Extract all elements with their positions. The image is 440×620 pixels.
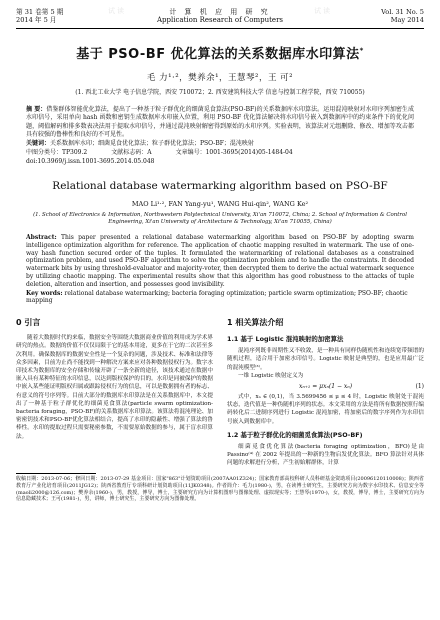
- page-header: [16, 6, 424, 29]
- header-date-en: May 2014: [390, 16, 424, 25]
- keywords-cn-label: 关键词：: [26, 140, 51, 148]
- abstract-cn-label: 摘 要：: [26, 106, 47, 113]
- header-date-cn: 2014 年 5 月: [16, 16, 57, 25]
- clc-number: 中图分类号：TP309.2: [26, 149, 88, 157]
- subsection-1-2-title: 1.2 基于粒子群优化的细菌觅食算法(PSO-BF): [227, 430, 363, 439]
- watermark-text: 试读: [108, 7, 126, 15]
- section-0-title: 0 引言: [16, 318, 41, 328]
- left-column: [16, 317, 213, 467]
- header-volume-cn: 第 31 卷第 5 期: [16, 8, 64, 16]
- body-columns: [16, 317, 424, 467]
- affiliation-en: (1. School of Electronics & Information, Northwestern Polytechnical University, Xi'an 710072, China; 2. School of Information & Control Engineering, Xi'an University of Architecture & Technology, Xi'an 710055, China): [33, 212, 407, 226]
- watermark-text: 试读: [314, 7, 332, 15]
- abstract-en-label: Abstract:: [26, 234, 57, 242]
- keywords-en: [26, 290, 414, 306]
- abstract-en: [26, 234, 414, 289]
- title-cn-text: 基于 PSO-BF 优化算法的关系数据库水印算法: [76, 47, 360, 62]
- footnote-separator: [16, 473, 96, 474]
- section-0-paragraph: 随着大数据时代的来临，数据安全等围绕大数据商业价值的利用成为学术界研究的热点。数据的价值不仅仅局限于它的基本用途，更多在于它的二次甚至多次利用。确保数据库的数据安全性是一个复杂的问题，涉及技术、标准和法律等众多因素，目前为止尚不能找到一种解决方案来应对各种数据侵权行为。数字水印技术为数据库的安全存储和传输开辟了一条全新的途径，该技术通过在数据中嵌入具有某种特征的水印信息，以达到版权保护的目的。水印是同被保护的数据中嵌入某些能证明版权归属或跟踪侵权行为的信息，可以是数据拥有者的标志、有意义的符号序列等。目前大部分的数据库水印算法是在关系数据库中，本文提出了一种基于粒子群优化的细菌觅食算法(particle swarm optimization-bacteria foraging，PSO-BF)的关系数据库水印算法。该算法将混沌理论、加密密钥技术和PSO-BF优化算法相结合，提高了水印的隐蔽性、增强了算法的鲁棒性。水印的提取过程只需要秘密参数，不需要原始数据的参与，属于盲水印算法。: [16, 335, 213, 440]
- subsection-1-1-title: 1.1 基于 Logistic 混沌映射的加密算法: [227, 335, 344, 344]
- journal-name-en: Application Research of Computers: [156, 16, 284, 25]
- keywords-cn: [26, 140, 414, 148]
- footnote: 收稿日期：2013-07-06；修回日期：2013-07-29 基金项目：国家"863"计划资助项目(2007AA01Z324)；国家教育部高校科研人员科研基金资助项目(20096120110008)；陕西省教育厅产业化培育项目(2011JG12)；陕西省教育厅专项科研计划资助项目(11JK0348)。作者简介：毛力(1980-)，男，在读博士研究生，主要研究方向为数字水印技术、信息安全等(maoli2000@126.com)；樊养余(1960-)，男，教授，博导，博士，主要研究方向为计算机图形与图像处理、虚拟现实等；王慧琴(1970-)，女，教授，博导，博士，主要研究方向为信息隐藏技术；王可(1981-)，男，讲师，博士研究生，主要研究方向为图像处理。: [16, 476, 424, 503]
- journal-name-cn: 计 算 机 应 用 研 究: [169, 8, 271, 16]
- subsection-1-1-explanation: 式中，xₙ ∈ (0,1)，当 3.5699456 ≤ μ ≤ 4 时，Logistic 映射处于混沌状态，迭代值是一种伪随机序列的状态。本文采用的方法是将所有数据按照行编码转化后二进制序列进行 Logistic 混沌加密，将加密后的数字序列作为水印信号嵌入到数据库中。: [227, 394, 424, 425]
- abstract-cn: [26, 106, 414, 139]
- authors-cn: 毛 力¹·²，樊养余¹，王慧琴²，王 可²: [146, 73, 294, 83]
- title-en: Relational database watermarking algorithm based on PSO-BF: [52, 180, 388, 193]
- authors-en: MAO Li¹·², FAN Yang-yu¹, WANG Hui-qin², WANG Ke²: [131, 200, 309, 209]
- title-cn: [16, 43, 424, 62]
- doi: doi:10.3969/j.issn.1001-3695.2014.05.048: [26, 157, 155, 165]
- keywords-en-text: relational database watermarking; bacteria foraging optimization; particle swarm optimization; PSO-BF; chaotic mapping: [26, 289, 408, 305]
- keywords-cn-text: 关系数据库水印；细菌觅食优化算法；粒子群优化算法；PSO-BF；混沌映射: [50, 140, 254, 148]
- equation-1-formula: xₙ₊₁ = μxₙ(1 − xₙ): [298, 383, 353, 391]
- header-journal: [16, 8, 424, 24]
- equation-1: [227, 383, 424, 390]
- equation-1-number: (1): [415, 383, 424, 391]
- subsection-1-1-definition: 一维 Logistic 映射定义为: [238, 372, 304, 379]
- title-footnote-mark: *: [359, 46, 364, 55]
- right-column: [227, 317, 424, 467]
- subsection-1-2-paragraph: 细菌觅食优化算法(bacteria foraging optimization，BFO)是由 Passino⁽⁴⁾ 在 2002 年提出的一种新的生物启发优化算法。BFO 算法针对具体问题的求解进行分析，产生初始解群体，计算: [227, 443, 424, 467]
- document-code: 文献标志码：A: [111, 149, 152, 157]
- abstract-en-text: This paper presented a relational database watermarking algorithm based on PSO-BF by adopting swarm intelligence optimization algorithm for reference. The application of chaotic mapping resulted in watermark. The use of one-way hash function secured order of the tuples. It formulated the watermarking of relational databases as a constrained optimization problem, and used PSO-BF algorithm to solve the optimization problem and to handle the constraints. It decoded watermark bits by using threshold-evaluator and majority-voter, then decrypted them to derive the actual watermark sequence by utilizing chaotic mapping. The experimental results show that this algorithm has good robustness to the attacks of tuple deletion, alteration and insertion, and possesses good invisibility.: [26, 234, 415, 288]
- subsection-1-1-paragraph: 混沌序列既非周期性又不收敛，是一种具有同样伪随机性和连续宽带频谱的随机过程，适合用于加密水印信号。Logistic 映射是典型的，也是应用最广泛的混沌模型⁽³⁾。: [227, 348, 424, 371]
- abstract-cn-text: 借鉴群体智能优化算法，提出了一种基于粒子群优化的细菌觅食算法(PSO-BF)的关系数据库水印算法。运用混沌映射对水印序列加密生成水印信号，采用单向 hash 函数和密钥生成数据库水印嵌入位置，利用 PSO-BF 优化算法解决将水印信号嵌入到数据库中的约束条件下的优化问题，阈值解码和排多数表决法用于提取水印信号，并通过混沌映射解密得到原始的水印序列。实验表明，该算法对元组删除、修改、增加等攻击都具有较强的鲁棒性和良好的不可见性。: [26, 106, 414, 138]
- header-right: [381, 8, 424, 24]
- classification-meta: [26, 149, 414, 157]
- article-number: 文章编号：1001-3695(2014)05-1484-04: [175, 149, 293, 157]
- affiliation-cn: (1. 西北工业大学 电子信息学院，西安 710072；2. 西安建筑科技大学 信息与控制工程学院，西安 710055): [75, 89, 365, 96]
- section-1-title: 1 相关算法介绍: [227, 318, 284, 328]
- header-volume-en: Vol. 31 No. 5: [381, 8, 424, 16]
- keywords-en-label: Key words:: [26, 289, 63, 297]
